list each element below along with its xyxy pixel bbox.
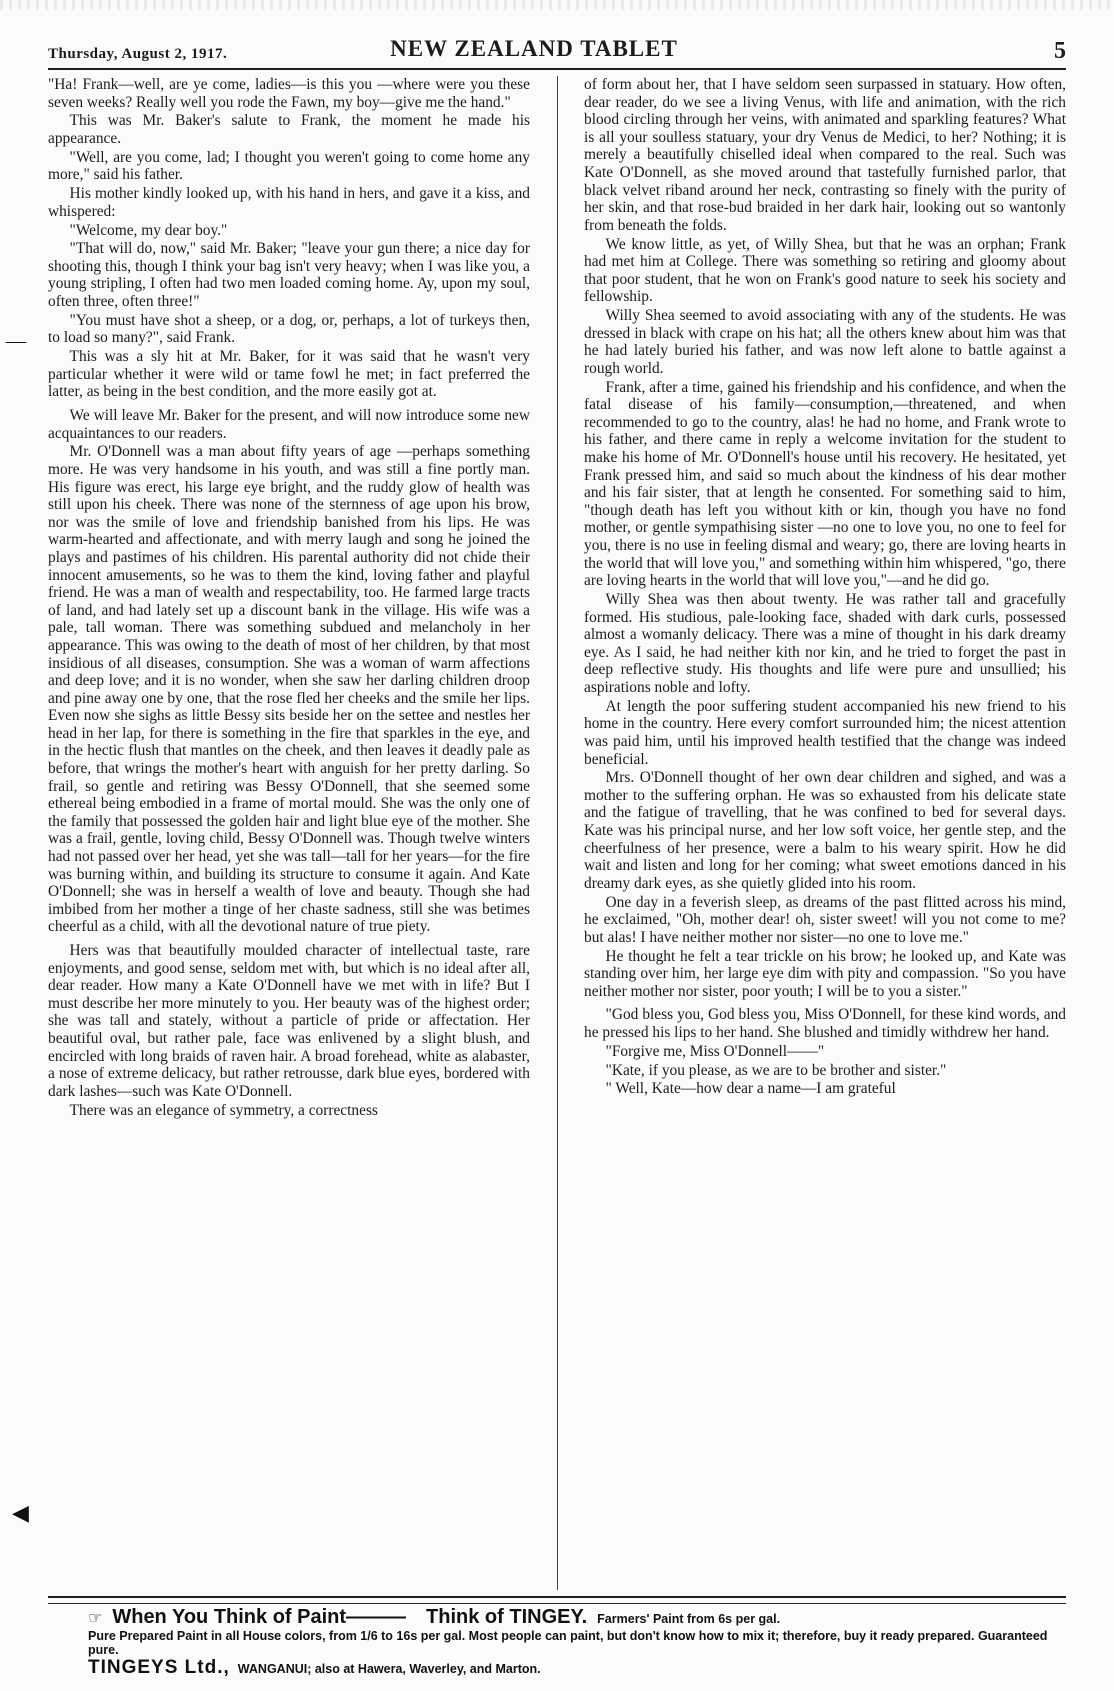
ad-headline-part1: When You Think of Paint———	[112, 1606, 407, 1628]
margin-arrow-icon: ◀	[12, 1500, 29, 1525]
page-header	[48, 38, 1066, 70]
paragraph: Willy Shea seemed to avoid associating with any of the students. He was dressed in black with crape on his hat; all the others knew about him was that he had lately buried his father, and was now left alone to battle against a rough world.	[584, 307, 1066, 377]
paragraph: His mother kindly looked up, with his hand in hers, and gave it a kiss, and whispered:	[48, 185, 530, 220]
paragraph: This was a sly hit at Mr. Baker, for it was said that he wasn't very particular whether it were wild or tame fowl he met; in fact preferred the latter, as being in the best condition, and the more easily got at.	[48, 348, 530, 401]
advert-divider	[48, 1596, 1066, 1604]
paragraph: One day in a feverish sleep, as dreams of the past flitted across his mind, he exclaimed, "Oh, mother dear! oh, sister sweet! will you not come to me? but alas! I have neither mother nor sister—no one to love me."	[584, 893, 1066, 946]
issue-date: Thursday, August 2, 1917.	[48, 46, 228, 62]
paragraph: This was Mr. Baker's salute to Frank, the moment he made his appearance.	[48, 112, 530, 147]
paragraph: "Well, are you come, lad; I thought you weren't going to come home any more," said his father.	[48, 148, 530, 184]
ad-headline-part2: Think of TINGEY.	[426, 1606, 588, 1628]
paragraph: "Ha! Frank—well, are ye come, ladies—is this you —where were you these seven weeks? Really well you rode the Fawn, my boy—give me the hand."	[48, 76, 530, 111]
left-column	[48, 76, 530, 1590]
pointing-hand-icon: ☞	[88, 1610, 103, 1627]
paragraph: "Forgive me, Miss O'Donnell——"	[605, 1042, 825, 1060]
ad-brand-name: TINGEYS Ltd.,	[88, 1657, 230, 1678]
paragraph: "God bless you, God bless you, Miss O'Donnell, for these kind words, and he pressed his lips to her hand. She blushed and timidly withdrew her hand.	[584, 1006, 1066, 1041]
article-columns	[48, 76, 1066, 1590]
tingey-advertisement	[88, 1606, 1054, 1679]
right-column	[584, 76, 1066, 1590]
column-divider	[557, 76, 558, 1590]
paragraph: of form about her, that I have seldom seen surpassed in statuary. How often, dear reader, do we see a living Venus, with life and animation, with the rich blood circling through her veins, with animated and sparkling features? What is all your soulless statuary, your dry Venus de Medici, to her? Nothing; it is merely a beautifully chiselled ideal when compared to the real. Such was Kate O'Donnell, as she moved around that tastefully furnished parlor, that black velvet riband around her neck, contrasting so finely with the purity of her skin, and that rose-bud braided in her dark hair, looking out so wantonly from beneath the folds.	[584, 76, 1066, 234]
margin-dash-icon: —	[6, 330, 26, 352]
ad-farmers-paint: Farmers' Paint from 6s per gal.	[597, 1612, 781, 1626]
paragraph: Hers was that beautifully moulded character of intellectual taste, rare enjoyments, and good sense, seldom met with, but which is no ideal after all, dear reader. How many a Kate O'Donnell have we met with in life? But I must describe her more minutely to you. Her beauty was of the highest order; she was tall and stately, without a particle of pride or affectation. Her beautiful oval, but rather pale, face was enlivened by a slight blush, and encircled with long braids of raven hair. A broad forehead, white as alabaster, a nose of extreme delicacy, but rather retrousse, dark blue eyes, bordered with dark lashes—such was Kate O'Donnell.	[48, 942, 530, 1100]
paragraph: "You must have shot a sheep, or a dog, or, perhaps, a lot of turkeys then, to load so many?", said Frank.	[48, 311, 530, 347]
paragraph: Willy Shea was then about twenty. He was rather tall and gracefully formed. His studious, pale-looking face, shaded with dark curls, possessed almost a womanly delicacy. There was a mine of thought in his dark dreamy eye. As I said, he had neither kith nor kin, and he tried to forget the past in deep reflective study. His thoughts and life were pure and unsullied; his aspirations noble and lofty.	[584, 590, 1066, 696]
paragraph: There was an elegance of symmetry, a correctness	[69, 1101, 378, 1119]
page-number: 5	[1054, 38, 1066, 64]
masthead-title: NEW ZEALAND TABLET	[390, 36, 678, 61]
paragraph: Frank, after a time, gained his friendship and his confidence, and when the fatal disease of his family—consumption,—threatened, and when recommended to go to the country, alas! he had no home, and Frank wrote to his father, and there came in reply a welcome invitation for the student to make his home of Mr. O'Donnell's house until his recovery. He hesitated, yet Frank pressed him, and said so much about the kindness of his dear mother and his fair sister, that at length he consented. For something said to him, "though death has left you without kith or kin, though you have no fond mother, or gentle sympathising sister —no one to love you, no one to feel for you, there is no use in feeling dismal and weary; go, there are loving hearts in the world that will love you," and something within him whispered, "go, there are loving hearts in the world that will love you,"—and he did go.	[584, 378, 1066, 590]
paragraph: He thought he felt a tear trickle on his brow; he looked up, and Kate was standing over him, her large eye dim with pity and compassion. "So you have neither mother nor sister, poor youth; I will be to you a sister."	[584, 947, 1066, 1000]
ad-locations: WANGANUI; also at Hawera, Waverley, and Marton.	[237, 1662, 541, 1676]
paragraph: We will leave Mr. Baker for the present, and will now introduce some new acquaintances to our readers.	[48, 407, 530, 442]
paragraph: "Welcome, my dear boy."	[69, 221, 228, 239]
paragraph: Mrs. O'Donnell thought of her own dear children and sighed, and was a mother to the suffering orphan. He was so exhausted from his delicate state and the fatigue of travelling, that he was confined to bed for several days. Kate was his principal nurse, and her low soft voice, her gentle step, and the cheerfulness of her presence, were a balm to his weary spirit. How he did wait and listen and long for her coming; what sweet emotions danced in his dreamy dark eyes, as she quietly glided into his room.	[584, 769, 1066, 892]
paragraph: At length the poor suffering student accompanied his new friend to his home in the country. Here every comfort surrounded him; the nicest attention was paid him, until his improved health testified that the change was indeed beneficial.	[584, 697, 1066, 768]
scan-edge-texture	[0, 0, 1114, 10]
paragraph: "That will do, now," said Mr. Baker; "leave your gun there; a nice day for shooting this, though I think your bag isn't very heavy; when I was like you, a young stripling, I often had two men loaded coming home. Ay, upon my soul, often three, often three!"	[48, 240, 530, 311]
ad-body-text: Pure Prepared Paint in all House colors, from 1/6 to 16s per gal. Most people can paint, but don't know how to mix it; therefore, buy it ready prepared. Guaranteed pure.	[88, 1629, 1048, 1657]
paragraph: We know little, as yet, of Willy Shea, but that he was an orphan; Frank had met him at College. There was something so retiring and gloomy about that poor student, that he won on Frank's good nature to seek his society and fellowship.	[584, 235, 1066, 306]
paragraph: " Well, Kate—how dear a name—I am grateful	[605, 1080, 896, 1098]
paragraph: Mr. O'Donnell was a man about fifty years of age —perhaps something more. He was very handsome in his youth, and was still a fine portly man. His figure was erect, his large eye bright, and the ruddy glow of health was still upon his cheek. There was none of the sternness of age upon his brow, nor was the smile of love and friendship banished from his lips. He was warm-hearted and affectionate, and with merry laugh and song he joined the plays and pastimes of his children. His parental authority did not chide their innocent amusements, so he was to them the kind, loving father and playful friend. He was a man of wealth and respectability, too. He farmed large tracts of land, and had lately set up a discount bank in the village. His wife was a pale, tall woman. There was something subdued and melancholy in her appearance. This was owing to the death of most of her children, by that most insidious of all diseases, consumption. She was a woman of warm affections and deep love; and it is no wonder, when she saw her darling children droop and pine away one by one, that the rose fled her cheeks and the smile her lips. Even now she sighs as little Bessy sits beside her on the settee and nestles her head in her lap, for there is something in the fire that sparkles in the eye, and in the hectic flush that mantles on the cheek, and then leaves it deadly pale as before, that wrings the mother's heart with anguish for her pretty darling. So frail, so gentle and retiring was Bessy O'Donnell, that she seemed some ethereal being embodied in a frame of mortal mould. She was the only one of the family that possessed the golden hair and light blue eye of the mother. She was a frail, gentle, loving child, Bessy O'Donnell was. Though twelve winters had not passed over her head, yet she was tall—tall for her years—for the fire was burning within, and building its structure to consume it again. And Kate O'Donnell; she was in herself a wealth of love and beauty. Though she had imbibed from her mother a tinge of her chaste sadness, still she was betimes cheerful as a child, with all the devotional nature of true piety.	[48, 443, 530, 936]
paragraph: "Kate, if you please, as we are to be brother and sister."	[605, 1061, 947, 1079]
